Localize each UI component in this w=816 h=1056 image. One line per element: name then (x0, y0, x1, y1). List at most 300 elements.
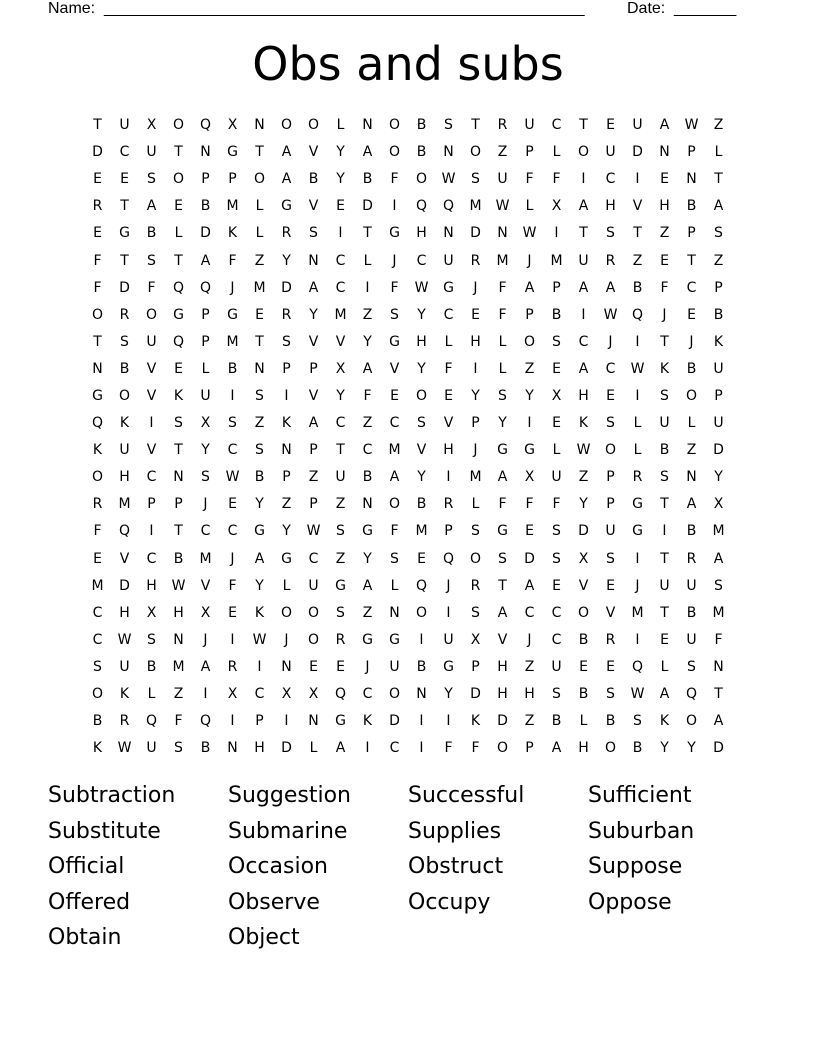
grid-row (84, 329, 732, 356)
grid-letter: J (473, 279, 478, 296)
grid-letter: J (203, 631, 208, 648)
grid-letter: T (660, 496, 669, 513)
grid-letter: E (93, 171, 102, 188)
grid-letter: P (147, 496, 156, 513)
grid-letter: P (174, 496, 183, 513)
grid-letter: O (307, 604, 320, 621)
grid-letter: K (119, 686, 130, 703)
grid-letter: P (714, 387, 723, 404)
grid-letter: X (551, 198, 562, 215)
grid-letter: Z (254, 415, 265, 432)
grid-letter: T (579, 117, 588, 134)
grid-letter: U (146, 740, 157, 757)
grid-letter: N (227, 740, 238, 757)
grid-letter: Q (172, 333, 185, 350)
grid-letter: S (255, 442, 264, 459)
grid-letter: S (552, 333, 561, 350)
grid-letter: W (117, 631, 132, 648)
grid-letter: Z (713, 117, 724, 134)
grid-letter: J (662, 306, 667, 323)
grid-letter: O (388, 117, 401, 134)
grid-letter: L (471, 496, 480, 513)
grid-letter: G (443, 658, 454, 675)
grid-letter: H (470, 333, 481, 350)
grid-letter: M (415, 523, 428, 540)
grid-letter: J (392, 252, 397, 269)
grid-letter: C (146, 469, 157, 486)
grid-letter: S (147, 252, 156, 269)
grid-letter: P (228, 171, 237, 188)
grid-letter: O (577, 604, 590, 621)
grid-letter: F (552, 496, 561, 513)
name-blank-line: ______________________________________________________ (104, 0, 585, 17)
grid-letter: F (660, 279, 669, 296)
grid-letter: F (390, 279, 399, 296)
grid-letter: R (281, 225, 292, 242)
grid-letter: G (389, 225, 400, 242)
grid-letter: B (686, 523, 697, 540)
grid-letter: W (171, 577, 186, 594)
grid-letter: N (200, 144, 211, 161)
grid-letter: I (365, 740, 370, 757)
grid-letter: F (390, 171, 399, 188)
grid-letter: V (605, 604, 616, 621)
word-bank-item: Obtain (48, 925, 122, 950)
grid-letter: F (93, 252, 102, 269)
grid-letter: Y (255, 496, 264, 513)
grid-letter: I (419, 740, 424, 757)
word-bank-item: Submarine (228, 818, 348, 844)
grid-letter: S (390, 550, 399, 567)
grid-letter: C (227, 442, 238, 459)
grid-letter: S (93, 658, 102, 675)
grid-letter: A (146, 198, 157, 215)
grid-letter: F (714, 631, 723, 648)
grid-letter: Y (255, 577, 264, 594)
grid-letter: O (280, 604, 293, 621)
grid-letter: T (174, 252, 183, 269)
grid-letter: N (281, 658, 292, 675)
grid-letter: O (91, 686, 104, 703)
grid-letter: U (146, 144, 157, 161)
grid-letter: O (253, 171, 266, 188)
grid-letter: G (254, 523, 265, 540)
grid-letter: R (92, 198, 103, 215)
grid-letter: H (119, 604, 130, 621)
grid-letter: Y (363, 550, 372, 567)
word-bank-item: Observe (228, 889, 320, 915)
grid-letter: S (201, 469, 210, 486)
grid-letter: B (659, 442, 670, 459)
grid-letter: B (686, 604, 697, 621)
grid-letter: K (659, 360, 670, 377)
grid-letter: N (659, 144, 670, 161)
grid-letter: N (443, 144, 454, 161)
grid-letter: T (363, 225, 372, 242)
grid-letter: Q (442, 550, 455, 567)
grid-letter: G (227, 144, 238, 161)
grid-letter: I (419, 631, 424, 648)
grid-letter: A (605, 279, 616, 296)
grid-letter: V (308, 387, 319, 404)
grid-letter: S (552, 523, 561, 540)
grid-letter: Z (281, 496, 292, 513)
grid-letter: G (443, 279, 454, 296)
grid-row (84, 139, 732, 166)
grid-letter: K (659, 713, 670, 730)
grid-letter: L (363, 252, 372, 269)
grid-letter: T (120, 252, 129, 269)
grid-letter: K (92, 442, 103, 459)
grid-letter: V (308, 144, 319, 161)
grid-letter: G (335, 577, 346, 594)
grid-letter: B (227, 360, 238, 377)
grid-letter: A (200, 658, 211, 675)
grid-letter: C (146, 550, 157, 567)
grid-letter: T (174, 523, 183, 540)
grid-letter: F (390, 523, 399, 540)
grid-letter: E (120, 171, 129, 188)
grid-letter: V (308, 198, 319, 215)
grid-letter: B (119, 360, 130, 377)
grid-letter: J (446, 577, 451, 594)
grid-letter: C (551, 604, 562, 621)
grid-letter: Z (254, 252, 265, 269)
grid-letter: U (146, 333, 157, 350)
grid-letter: S (228, 415, 237, 432)
grid-letter: L (390, 577, 399, 594)
grid-letter: M (712, 604, 725, 621)
grid-letter: E (417, 550, 426, 567)
grid-letter: E (606, 117, 615, 134)
grid-letter: T (660, 604, 669, 621)
grid-letter: I (419, 713, 424, 730)
grid-letter: A (524, 279, 535, 296)
grid-letter: T (687, 252, 696, 269)
grid-row (84, 383, 732, 410)
grid-letter: U (713, 415, 724, 432)
grid-letter: U (632, 117, 643, 134)
grid-letter: A (308, 279, 319, 296)
grid-letter: W (576, 442, 591, 459)
grid-letter: B (200, 198, 211, 215)
grid-letter: A (524, 577, 535, 594)
grid-letter: F (444, 360, 453, 377)
grid-letter: R (497, 117, 508, 134)
grid-letter: E (552, 360, 561, 377)
grid-letter: M (172, 658, 185, 675)
grid-letter: A (281, 144, 292, 161)
grid-letter: D (200, 225, 211, 242)
grid-row (84, 627, 732, 654)
word-bank-item: Oppose (588, 889, 672, 915)
grid-letter: O (685, 713, 698, 730)
grid-letter: N (686, 171, 697, 188)
grid-letter: A (659, 686, 670, 703)
grid-letter: D (470, 225, 481, 242)
grid-letter: J (635, 577, 640, 594)
grid-letter: C (362, 442, 373, 459)
grid-letter: L (714, 144, 723, 161)
word-bank-item: Suggestion (228, 783, 351, 808)
grid-letter: D (578, 523, 589, 540)
grid-letter: B (416, 658, 427, 675)
grid-letter: J (608, 333, 613, 350)
grid-letter: L (444, 333, 453, 350)
grid-letter: G (389, 333, 400, 350)
grid-letter: I (149, 523, 154, 540)
grid-letter: C (551, 631, 562, 648)
grid-letter: Z (362, 306, 373, 323)
grid-letter: A (686, 496, 697, 513)
grid-letter: A (335, 740, 346, 757)
grid-letter: N (497, 225, 508, 242)
grid-letter: W (630, 686, 645, 703)
grid-letter: O (280, 117, 293, 134)
grid-letter: S (714, 577, 723, 594)
grid-letter: N (254, 117, 265, 134)
grid-letter: B (686, 198, 697, 215)
grid-letter: S (660, 387, 669, 404)
grid-letter: S (606, 550, 615, 567)
grid-letter: P (201, 333, 210, 350)
grid-letter: E (93, 225, 102, 242)
grid-letter: G (92, 387, 103, 404)
grid-letter: X (308, 686, 319, 703)
grid-letter: Y (714, 469, 723, 486)
grid-letter: C (119, 144, 130, 161)
grid-letter: R (92, 496, 103, 513)
grid-letter: Q (631, 658, 644, 675)
grid-letter: Y (660, 740, 669, 757)
grid-letter: A (713, 550, 724, 567)
grid-letter: Y (282, 252, 291, 269)
grid-letter: I (635, 550, 640, 567)
grid-letter: V (119, 550, 130, 567)
grid-letter: M (469, 469, 482, 486)
grid-letter: A (713, 713, 724, 730)
grid-letter: K (281, 415, 292, 432)
grid-letter: E (255, 306, 264, 323)
grid-letter: P (282, 360, 291, 377)
grid-letter: N (416, 686, 427, 703)
grid-letter: K (713, 333, 724, 350)
grid-letter: Y (579, 496, 588, 513)
grid-letter: U (443, 252, 454, 269)
grid-letter: I (446, 604, 451, 621)
grid-letter: Q (199, 117, 212, 134)
grid-letter: N (254, 360, 265, 377)
grid-letter: F (363, 387, 372, 404)
grid-letter: I (635, 171, 640, 188)
grid-letter: G (335, 713, 346, 730)
grid-letter: A (200, 252, 211, 269)
grid-row (84, 654, 732, 681)
grid-letter: B (551, 713, 562, 730)
grid-letter: E (93, 550, 102, 567)
grid-letter: B (578, 686, 589, 703)
grid-letter: S (633, 713, 642, 730)
grid-letter: U (119, 442, 130, 459)
grid-letter: R (443, 496, 454, 513)
grid-letter: P (687, 144, 696, 161)
grid-letter: U (443, 631, 454, 648)
grid-letter: D (281, 279, 292, 296)
grid-letter: B (200, 740, 211, 757)
grid-letter: U (659, 577, 670, 594)
grid-letter: P (201, 171, 210, 188)
grid-letter: Z (659, 225, 670, 242)
grid-letter: K (254, 604, 265, 621)
grid-row (84, 708, 732, 735)
word-bank-item: Subtraction (48, 783, 176, 808)
grid-letter: D (470, 686, 481, 703)
grid-letter: C (335, 252, 346, 269)
grid-letter: Y (525, 387, 534, 404)
grid-letter: Y (687, 740, 696, 757)
grid-letter: A (497, 469, 508, 486)
grid-letter: H (173, 604, 184, 621)
grid-letter: I (581, 171, 586, 188)
grid-letter: U (578, 252, 589, 269)
grid-letter: T (174, 144, 183, 161)
grid-letter: C (416, 252, 427, 269)
grid-row (84, 356, 732, 383)
grid-letter: L (255, 198, 264, 215)
grid-letter: H (497, 658, 508, 675)
grid-letter: L (174, 225, 183, 242)
grid-letter: S (147, 171, 156, 188)
grid-letter: K (578, 415, 589, 432)
grid-letter: H (578, 740, 589, 757)
grid-row (84, 275, 732, 302)
name-label: Name: (48, 0, 96, 17)
grid-letter: T (714, 171, 723, 188)
grid-letter: V (200, 577, 211, 594)
grid-letter: O (496, 740, 509, 757)
grid-letter: Q (415, 198, 428, 215)
grid-row (84, 166, 732, 193)
grid-letter: U (335, 469, 346, 486)
grid-letter: L (147, 686, 156, 703)
grid-letter: E (336, 198, 345, 215)
grid-letter: M (334, 306, 347, 323)
grid-letter: M (631, 604, 644, 621)
grid-letter: W (684, 117, 699, 134)
grid-letter: E (660, 252, 669, 269)
grid-letter: Q (199, 279, 212, 296)
word-bank-item: Supplies (408, 818, 502, 844)
grid-letter: X (227, 686, 238, 703)
grid-letter: M (388, 442, 401, 459)
grid-letter: T (93, 117, 102, 134)
grid-letter: N (281, 442, 292, 459)
grid-letter: P (309, 496, 318, 513)
grid-letter: E (552, 577, 561, 594)
grid-letter: Z (578, 469, 589, 486)
grid-letter: X (281, 686, 292, 703)
word-bank-item: Official (48, 854, 125, 879)
grid-letter: E (579, 658, 588, 675)
grid-letter: E (660, 171, 669, 188)
grid-letter: W (117, 740, 132, 757)
word-bank-item: Successful (408, 783, 525, 808)
grid-letter: C (335, 279, 346, 296)
grid-letter: C (92, 631, 103, 648)
grid-letter: E (471, 306, 480, 323)
grid-letter: F (93, 523, 102, 540)
grid-letter: G (281, 198, 292, 215)
grid-letter: U (551, 658, 562, 675)
grid-letter: S (687, 658, 696, 675)
grid-letter: L (525, 198, 534, 215)
grid-letter: B (173, 550, 184, 567)
grid-letter: P (525, 306, 534, 323)
grid-letter: Y (309, 306, 318, 323)
grid-letter: O (145, 306, 158, 323)
word-bank-item: Occupy (408, 889, 491, 915)
grid-letter: S (309, 225, 318, 242)
grid-letter: P (201, 306, 210, 323)
grid-letter: C (443, 306, 454, 323)
grid-letter: X (146, 117, 157, 134)
grid-letter: A (713, 198, 724, 215)
grid-letter: T (255, 333, 264, 350)
grid-letter: K (362, 713, 373, 730)
grid-letter: L (633, 442, 642, 459)
grid-letter: F (228, 252, 237, 269)
grid-letter: F (525, 171, 534, 188)
grid-letter: X (713, 496, 724, 513)
grid-letter: H (497, 686, 508, 703)
grid-letter: C (686, 279, 697, 296)
grid-letter: J (230, 550, 235, 567)
word-bank-item: Offered (48, 889, 131, 915)
grid-letter: P (309, 360, 318, 377)
grid-letter: S (471, 171, 480, 188)
grid-letter: U (605, 523, 616, 540)
grid-letter: N (92, 360, 103, 377)
grid-letter: B (578, 631, 589, 648)
grid-row (84, 600, 732, 627)
grid-letter: U (713, 360, 724, 377)
grid-letter: I (662, 523, 667, 540)
grid-letter: S (417, 415, 426, 432)
grid-letter: X (335, 360, 346, 377)
grid-letter: O (118, 387, 131, 404)
grid-letter: O (604, 740, 617, 757)
grid-letter: A (281, 171, 292, 188)
grid-letter: N (443, 225, 454, 242)
grid-letter: L (552, 144, 561, 161)
grid-letter: I (392, 198, 397, 215)
grid-letter: F (552, 171, 561, 188)
grid-row (84, 491, 732, 518)
grid-letter: T (471, 117, 480, 134)
grid-letter: H (254, 740, 265, 757)
grid-letter: L (552, 442, 561, 459)
grid-letter: A (389, 469, 400, 486)
grid-row (84, 518, 732, 545)
grid-letter: W (630, 360, 645, 377)
grid-letter: J (527, 252, 532, 269)
grid-letter: R (227, 658, 238, 675)
grid-letter: K (119, 415, 130, 432)
grid-row (84, 546, 732, 573)
grid-letter: C (605, 360, 616, 377)
grid-letter: R (119, 713, 130, 730)
grid-letter: M (550, 252, 563, 269)
